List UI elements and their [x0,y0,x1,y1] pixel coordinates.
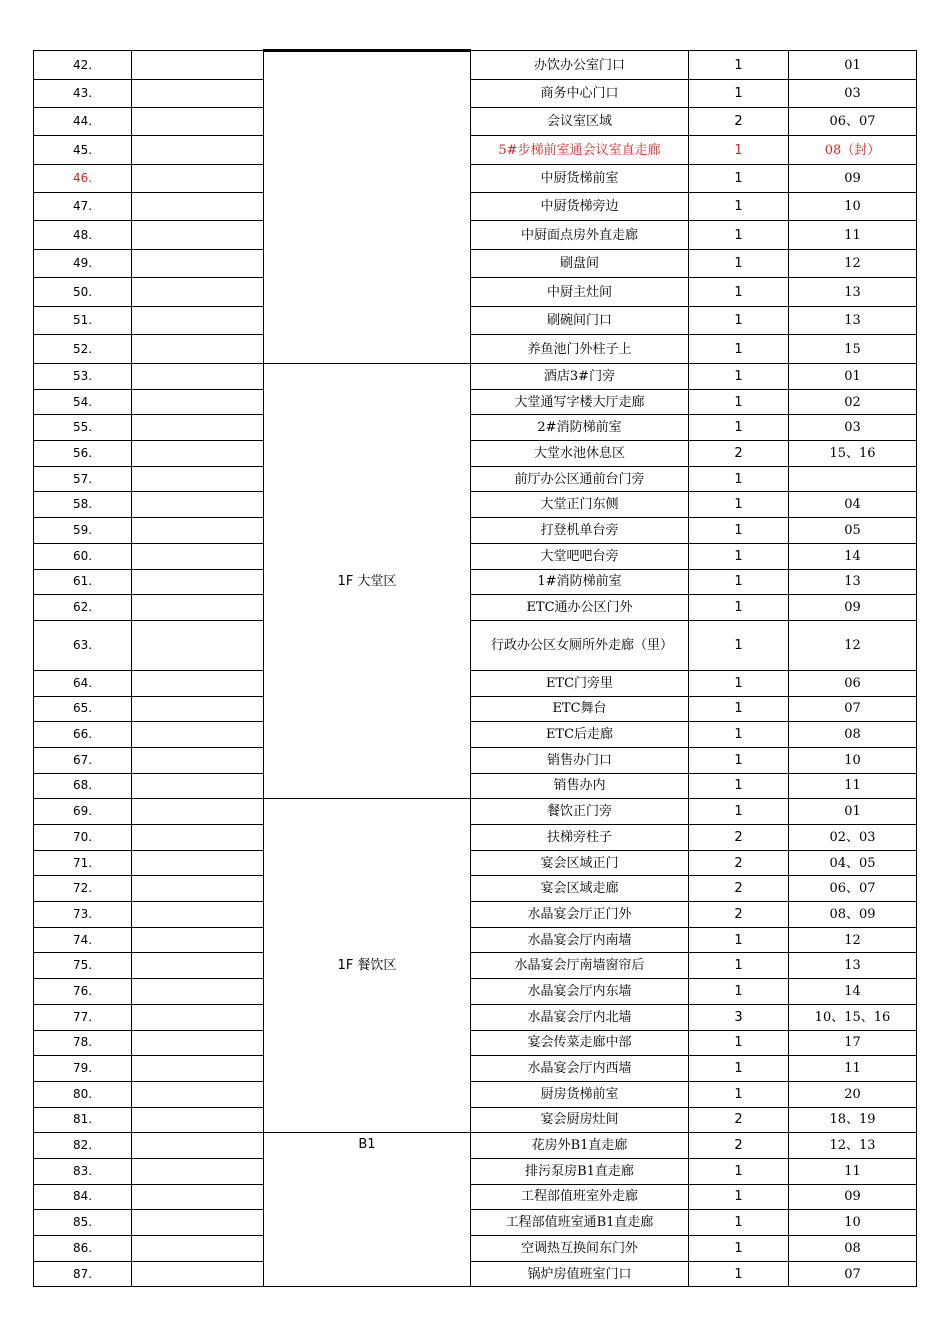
row-number: 75. [34,953,132,979]
row-number: 66. [34,722,132,748]
quantity-cell: 1 [689,1081,789,1107]
zone-label: 1F 大堂区 [337,573,397,589]
table-row [34,620,917,670]
location-cell: 锅炉房值班室门口 [471,1261,689,1287]
row-number: 76. [34,979,132,1005]
quantity-cell: 1 [689,221,789,250]
quantity-cell: 2 [689,1133,789,1159]
location-cell: 花房外B1直走廊 [471,1133,689,1159]
code-cell: 08（封） [789,136,917,165]
quantity-cell: 1 [689,979,789,1005]
blank-cell [132,136,264,165]
blank-cell [132,165,264,193]
zone-cell [264,364,471,799]
code-cell: 01 [789,51,917,80]
code-cell: 09 [789,165,917,193]
blank-cell [132,193,264,221]
code-cell: 09 [789,595,917,621]
table-row [34,278,917,307]
quantity-cell: 2 [689,825,789,851]
location-cell: 刷碗间门口 [471,307,689,335]
code-cell: 08 [789,722,917,748]
code-cell: 13 [789,569,917,595]
code-cell: 14 [789,979,917,1005]
location-cell: 刷盘间 [471,250,689,278]
row-number: 54. [34,389,132,415]
code-cell: 12 [789,927,917,953]
code-cell: 04、05 [789,850,917,876]
blank-cell [132,1030,264,1056]
code-cell: 01 [789,799,917,825]
table-row [34,364,917,390]
zone-label: 1F 餐饮区 [337,958,397,974]
quantity-cell: 1 [689,595,789,621]
table-row [34,1261,917,1287]
row-number: 61. [34,569,132,595]
table-row [34,1184,917,1210]
location-cell: 大堂吧吧台旁 [471,543,689,569]
row-number: 65. [34,696,132,722]
table-row [34,979,917,1005]
code-cell [789,466,917,492]
row-number: 82. [34,1133,132,1159]
blank-cell [132,415,264,441]
quantity-cell: 1 [689,51,789,80]
code-cell: 06、07 [789,108,917,136]
blank-cell [132,722,264,748]
row-number: 56. [34,441,132,467]
location-cell: ETC后走廊 [471,722,689,748]
quantity-cell: 1 [689,1236,789,1262]
blank-cell [132,670,264,696]
quantity-cell: 2 [689,1107,789,1133]
location-cell: 大堂水池休息区 [471,441,689,467]
location-cell: 工程部值班室外走廊 [471,1184,689,1210]
table-row [34,595,917,621]
location-cell: 会议室区域 [471,108,689,136]
blank-cell [132,1184,264,1210]
table-row [34,335,917,364]
blank-cell [132,1081,264,1107]
row-number: 71. [34,850,132,876]
row-number: 50. [34,278,132,307]
code-cell: 12 [789,250,917,278]
location-cell: 扶梯旁柱子 [471,825,689,851]
location-cell: 销售办门口 [471,747,689,773]
code-cell: 17 [789,1030,917,1056]
row-number: 55. [34,415,132,441]
row-number: 78. [34,1030,132,1056]
location-cell: 排污泵房B1直走廊 [471,1158,689,1184]
code-cell: 11 [789,773,917,799]
row-number: 59. [34,518,132,544]
table-row [34,1030,917,1056]
row-number: 79. [34,1056,132,1082]
location-cell: 行政办公区女厕所外走廊（里） [471,620,689,670]
blank-cell [132,250,264,278]
code-cell: 03 [789,80,917,108]
blank-cell [132,278,264,307]
table-row [34,825,917,851]
table-row [34,1236,917,1262]
row-number: 74. [34,927,132,953]
quantity-cell: 1 [689,670,789,696]
row-number: 51. [34,307,132,335]
quantity-cell: 1 [689,722,789,748]
code-cell: 02、03 [789,825,917,851]
inspection-table [33,49,917,1287]
row-number: 69. [34,799,132,825]
row-number: 49. [34,250,132,278]
row-number: 46. [34,165,132,193]
table-row [34,250,917,278]
row-number: 84. [34,1184,132,1210]
row-number: 47. [34,193,132,221]
location-cell: 宴会厨房灶间 [471,1107,689,1133]
table-row [34,722,917,748]
row-number: 67. [34,747,132,773]
table-row [34,876,917,902]
location-cell: 水晶宴会厅正门外 [471,902,689,928]
location-cell: 商务中心门口 [471,80,689,108]
location-cell: 大堂正门东侧 [471,492,689,518]
location-cell: 5#步梯前室通会议室直走廊 [471,136,689,165]
row-number: 86. [34,1236,132,1262]
row-number: 70. [34,825,132,851]
blank-cell [132,108,264,136]
code-cell: 07 [789,1261,917,1287]
row-number: 77. [34,1004,132,1030]
table-row [34,799,917,825]
table-row [34,51,917,80]
row-number: 80. [34,1081,132,1107]
table-row [34,902,917,928]
row-number: 85. [34,1210,132,1236]
blank-cell [132,696,264,722]
row-number: 45. [34,136,132,165]
blank-cell [132,307,264,335]
table-row [34,773,917,799]
row-number: 72. [34,876,132,902]
blank-cell [132,518,264,544]
table-row [34,1056,917,1082]
row-number: 44. [34,108,132,136]
blank-cell [132,1261,264,1287]
table-row [34,136,917,165]
code-cell: 10 [789,747,917,773]
blank-cell [132,492,264,518]
location-cell: 水晶宴会厅南墙窗帘后 [471,953,689,979]
location-cell: 前厅办公区通前台门旁 [471,466,689,492]
code-cell: 11 [789,1158,917,1184]
quantity-cell: 1 [689,518,789,544]
row-number: 87. [34,1261,132,1287]
blank-cell [132,1056,264,1082]
code-cell: 13 [789,307,917,335]
quantity-cell: 1 [689,492,789,518]
table-body [34,51,917,1287]
row-number: 52. [34,335,132,364]
zone-cell [264,51,471,364]
table-row [34,307,917,335]
row-number: 57. [34,466,132,492]
code-cell: 03 [789,415,917,441]
table-row [34,1210,917,1236]
location-cell: 办饮办公室门口 [471,51,689,80]
location-cell: ETC通办公区门外 [471,595,689,621]
location-cell: 打登机单台旁 [471,518,689,544]
quantity-cell: 2 [689,850,789,876]
location-cell: 水晶宴会厅内东墙 [471,979,689,1005]
quantity-cell: 1 [689,1056,789,1082]
quantity-cell: 2 [689,108,789,136]
location-cell: 厨房货梯前室 [471,1081,689,1107]
row-number: 43. [34,80,132,108]
code-cell: 11 [789,221,917,250]
quantity-cell: 1 [689,364,789,390]
blank-cell [132,389,264,415]
zone-cell [264,1133,471,1287]
location-cell: 中厨货梯旁边 [471,193,689,221]
quantity-cell: 1 [689,1030,789,1056]
row-number: 64. [34,670,132,696]
table-row [34,1081,917,1107]
table-row [34,441,917,467]
quantity-cell: 1 [689,466,789,492]
location-cell: 中厨面点房外直走廊 [471,221,689,250]
code-cell: 18、19 [789,1107,917,1133]
location-cell: 宴会传菜走廊中部 [471,1030,689,1056]
row-number: 58. [34,492,132,518]
quantity-cell: 1 [689,1210,789,1236]
table-row [34,747,917,773]
blank-cell [132,335,264,364]
quantity-cell: 3 [689,1004,789,1030]
blank-cell [132,441,264,467]
blank-cell [132,569,264,595]
table-row [34,221,917,250]
location-cell: 中厨主灶间 [471,278,689,307]
blank-cell [132,364,264,390]
table-row [34,569,917,595]
zone-cell [264,799,471,1133]
table-row [34,415,917,441]
blank-cell [132,1107,264,1133]
row-number: 83. [34,1158,132,1184]
blank-cell [132,1133,264,1159]
blank-cell [132,953,264,979]
blank-cell [132,543,264,569]
blank-cell [132,747,264,773]
blank-cell [132,1236,264,1262]
code-cell: 08、09 [789,902,917,928]
quantity-cell: 1 [689,569,789,595]
code-cell: 15、16 [789,441,917,467]
code-cell: 07 [789,696,917,722]
code-cell: 05 [789,518,917,544]
table-row [34,492,917,518]
quantity-cell: 1 [689,136,789,165]
quantity-cell: 1 [689,1261,789,1287]
quantity-cell: 1 [689,165,789,193]
blank-cell [132,825,264,851]
code-cell: 11 [789,1056,917,1082]
quantity-cell: 1 [689,415,789,441]
blank-cell [132,221,264,250]
blank-cell [132,773,264,799]
code-cell: 15 [789,335,917,364]
code-cell: 13 [789,953,917,979]
location-cell: 空调热互换间东门外 [471,1236,689,1262]
quantity-cell: 1 [689,747,789,773]
blank-cell [132,595,264,621]
table-row [34,850,917,876]
code-cell: 13 [789,278,917,307]
inspection-sheet [33,49,917,1287]
table-row [34,1158,917,1184]
row-number: 63. [34,620,132,670]
location-cell: 2#消防梯前室 [471,415,689,441]
blank-cell [132,1210,264,1236]
blank-cell [132,902,264,928]
location-cell: 大堂通写字楼大厅走廊 [471,389,689,415]
location-cell: 1#消防梯前室 [471,569,689,595]
location-cell: 宴会区域正门 [471,850,689,876]
code-cell: 06 [789,670,917,696]
quantity-cell: 1 [689,335,789,364]
table-row [34,696,917,722]
location-cell: 销售办内 [471,773,689,799]
blank-cell [132,1004,264,1030]
table-row [34,1004,917,1030]
row-number: 68. [34,773,132,799]
code-cell: 14 [789,543,917,569]
location-cell: 中厨货梯前室 [471,165,689,193]
quantity-cell: 2 [689,902,789,928]
table-row [34,543,917,569]
table-row [34,80,917,108]
table-row [34,389,917,415]
quantity-cell: 1 [689,543,789,569]
location-cell: ETC舞台 [471,696,689,722]
quantity-cell: 1 [689,620,789,670]
table-row [34,927,917,953]
location-cell: 餐饮正门旁 [471,799,689,825]
zone-label: B1 [358,1137,376,1153]
table-row [34,1133,917,1159]
blank-cell [132,620,264,670]
table-row [34,193,917,221]
location-cell: 水晶宴会厅内西墙 [471,1056,689,1082]
quantity-cell: 1 [689,193,789,221]
row-number: 48. [34,221,132,250]
quantity-cell: 1 [689,773,789,799]
row-number: 62. [34,595,132,621]
table-row [34,518,917,544]
location-cell: 水晶宴会厅内南墙 [471,927,689,953]
quantity-cell: 2 [689,441,789,467]
blank-cell [132,876,264,902]
blank-cell [132,80,264,108]
location-cell: 宴会区域走廊 [471,876,689,902]
code-cell: 12、13 [789,1133,917,1159]
quantity-cell: 1 [689,389,789,415]
blank-cell [132,466,264,492]
location-cell: 养鱼池门外柱子上 [471,335,689,364]
code-cell: 04 [789,492,917,518]
blank-cell [132,850,264,876]
code-cell: 01 [789,364,917,390]
blank-cell [132,979,264,1005]
row-number: 60. [34,543,132,569]
row-number: 81. [34,1107,132,1133]
blank-cell [132,927,264,953]
quantity-cell: 2 [689,876,789,902]
code-cell: 06、07 [789,876,917,902]
quantity-cell: 1 [689,799,789,825]
table-row [34,1107,917,1133]
table-row [34,670,917,696]
code-cell: 20 [789,1081,917,1107]
code-cell: 09 [789,1184,917,1210]
table-row [34,953,917,979]
blank-cell [132,51,264,80]
quantity-cell: 1 [689,80,789,108]
quantity-cell: 1 [689,278,789,307]
code-cell: 08 [789,1236,917,1262]
location-cell: 酒店3#门旁 [471,364,689,390]
quantity-cell: 1 [689,250,789,278]
quantity-cell: 1 [689,927,789,953]
quantity-cell: 1 [689,307,789,335]
code-cell: 10 [789,193,917,221]
row-number: 73. [34,902,132,928]
quantity-cell: 1 [689,1158,789,1184]
table-row [34,165,917,193]
code-cell: 12 [789,620,917,670]
row-number: 42. [34,51,132,80]
quantity-cell: 1 [689,953,789,979]
location-cell: 工程部值班室通B1直走廊 [471,1210,689,1236]
blank-cell [132,799,264,825]
blank-cell [132,1158,264,1184]
location-cell: ETC门旁里 [471,670,689,696]
code-cell: 02 [789,389,917,415]
code-cell: 10 [789,1210,917,1236]
location-cell: 水晶宴会厅内北墙 [471,1004,689,1030]
table-row [34,466,917,492]
row-number: 53. [34,364,132,390]
quantity-cell: 1 [689,696,789,722]
quantity-cell: 1 [689,1184,789,1210]
table-row [34,108,917,136]
code-cell: 10、15、16 [789,1004,917,1030]
